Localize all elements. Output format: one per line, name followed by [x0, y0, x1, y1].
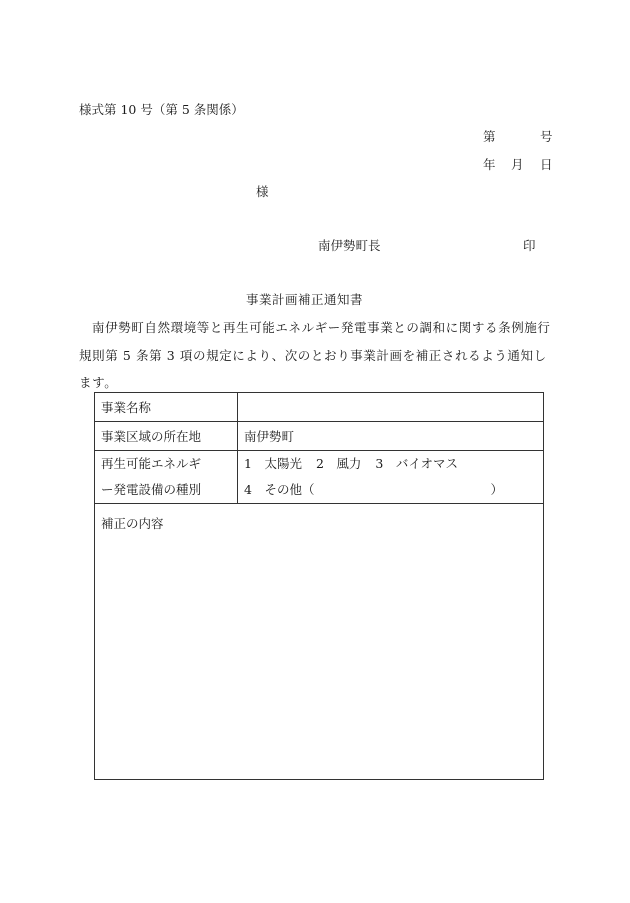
body-paragraph: 南伊勢町自然環境等と再生可能エネルギー発電事業との調和に関する条例施行規則第 5 条第 3 項の規定により、次のとおり事業計画を補正されるよう通知します。 — [79, 320, 551, 390]
facility-type-options-cell[interactable] — [238, 451, 544, 504]
table-row-facility-type — [95, 451, 544, 504]
document-number-label: 第 — [483, 129, 496, 144]
option-biomass: 3 バイオマス — [375, 456, 458, 471]
document-title: 事業計画補正通知書 — [246, 292, 364, 307]
project-name-value[interactable] — [238, 393, 544, 422]
location-label: 事業区域の所在地 — [95, 422, 238, 451]
facility-type-label-line1: 再生可能エネルギ — [101, 456, 202, 471]
notification-table — [94, 392, 544, 780]
table-row-correction — [95, 504, 544, 780]
seal-mark: 印 — [523, 238, 536, 253]
facility-type-options — [244, 451, 537, 477]
correction-content-label: 補正の内容 — [101, 516, 164, 531]
option-other — [244, 477, 537, 503]
option-wind: 2 風力 — [315, 456, 362, 471]
date-month-label: 月 — [511, 157, 524, 172]
facility-type-label-cell — [95, 451, 238, 504]
option-other-close: ） — [490, 482, 503, 497]
form-number: 様式第 10 号（第 5 条関係） — [79, 102, 244, 117]
table-row-project-name — [95, 393, 544, 422]
date-day-label: 日 — [540, 157, 553, 172]
addressee-suffix: 様 — [256, 184, 269, 199]
option-other-label: 4 その他（ — [244, 482, 315, 497]
location-value[interactable]: 南伊勢町 — [238, 422, 544, 451]
correction-content-cell[interactable] — [95, 504, 544, 780]
table-row-location — [95, 422, 544, 451]
document-number-suffix: 号 — [540, 129, 553, 144]
date-year-label: 年 — [483, 157, 496, 172]
sender-name: 南伊勢町長 — [318, 238, 381, 253]
facility-type-label-line2: ー発電設備の種別 — [101, 482, 202, 497]
option-solar: 1 太陽光 — [244, 456, 302, 471]
project-name-label: 事業名称 — [95, 393, 238, 422]
